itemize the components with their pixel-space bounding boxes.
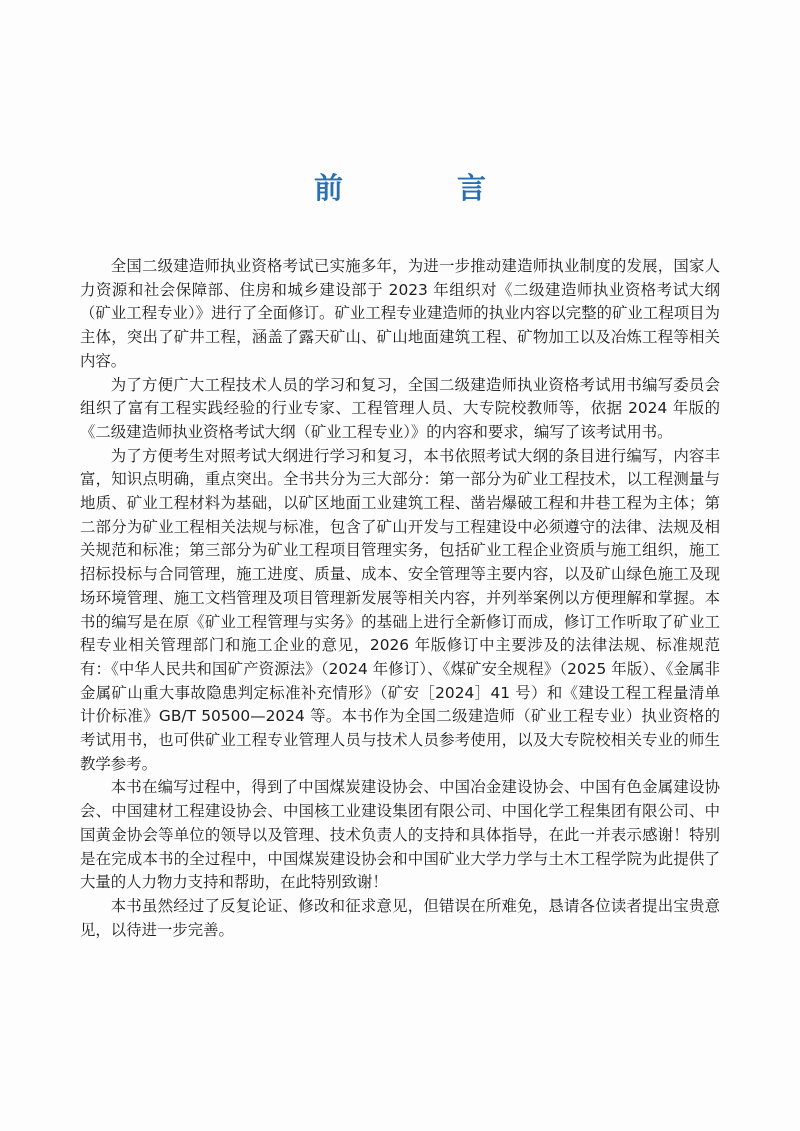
paragraph-3: 为了方便考生对照考试大纲进行学习和复习，本书依照考试大纲的条目进行编写，内容丰富，知识点明确，重点突出。全书共分为三大部分：第一部分为矿业工程技术，以工程测量与地质、矿业工程材料为基础，以矿区地面工业建筑工程、凿岩爆破工程和井巷工程为主体；第二部分为矿业工程相关法规与标准，包含了矿山开发与工程建设中必须遵守的法律、法规及相关规范和标准；第三部分为矿业工程项目管理实务，包括矿业工程企业资质与施工组织，施工招标投标与合同管理，施工进度、质量、成本、安全管理等主要内容，以及矿山绿色施工及现场环境管理、施工文档管理及项目管理新发展等相关内容，并列举案例以方便理解和掌握。本书的编写是在原《矿业工程管理与实务》的基础上进行全新修订而成，修订工作听取了矿业工程专业相关管理部门和施工企业的意见，2026 年版修订中主要涉及的法律法规、标准规范有：《中华人民共和国矿产资源法》（2024 年修订）、《煤矿安全规程》（2025 年版）、《金属非金属矿山重大事故隐患判定标准补充情形》（矿安［2024］41 号）和《建设工程工程量清单计价标准》GB/T 50500—2024 等。本书作为全国二级建造师（矿业工程专业）执业资格的考试用书，也可供矿业工程专业管理人员与技术人员参考使用，以及大专院校相关专业的师生教学参考。 (80, 446, 720, 773)
paragraph-2: 为了方便广大工程技术人员的学习和复习，全国二级建造师执业资格考试用书编写委员会组织了富有工程实践经验的行业专家、工程管理人员、大专院校教师等，依据 2024 年版的《二级建造师执业资格考试大纲（矿业工程专业）》的内容和要求，编写了该考试用书。 (80, 375, 720, 441)
paragraph-1: 全国二级建造师执业资格考试已实施多年，为进一步推动建造师执业制度的发展，国家人力资源和社会保障部、住房和城乡建设部于 2023 年组织对《二级建造师执业资格考试大纲（矿业工程专业）》进行了全面修订。矿业工程专业建造师的执业内容以完整的矿业工程项目为主体，突出了矿井工程，涵盖了露天矿山、矿山地面建筑工程、矿物加工以及冶炼工程等相关内容。 (80, 257, 720, 370)
paragraph-4: 本书在编写过程中，得到了中国煤炭建设协会、中国冶金建设协会、中国有色金属建设协会、中国建材工程建设协会、中国核工业建设集团有限公司、中国化学工程集团有限公司、中国黄金协会等单位的领导以及管理、技术负责人的支持和具体指导，在此一并表示感谢！特别是在完成本书的全过程中，中国煤炭建设协会和中国矿业大学力学与土木工程学院为此提供了大量的人力物力支持和帮助，在此特别致谢！ (80, 778, 720, 892)
paragraph-5: 本书虽然经过了反复论证、修改和征求意见，但错误在所难免，恳请各位读者提出宝贵意见，以待进一步完善。 (80, 896, 720, 939)
document-body (80, 255, 720, 942)
page-title: 前 言 (313, 171, 539, 205)
